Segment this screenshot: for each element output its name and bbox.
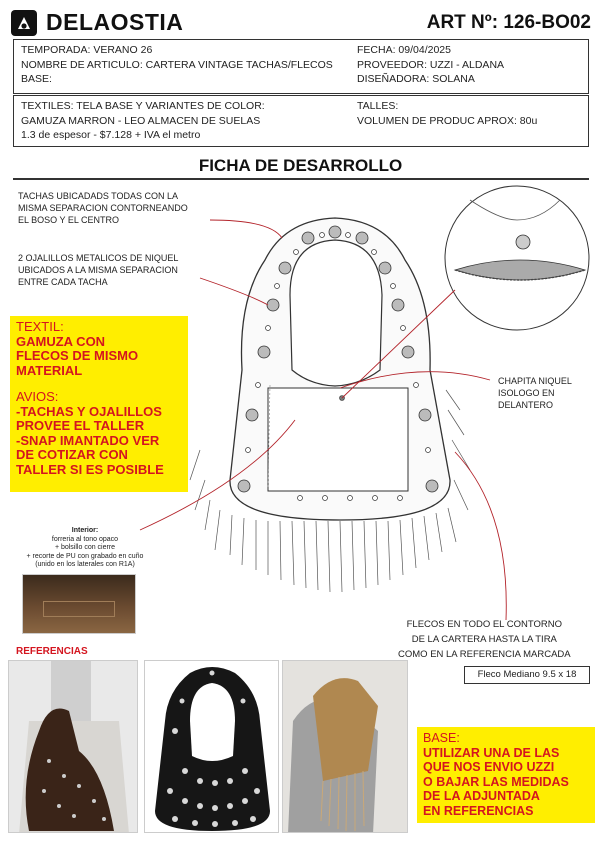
sheet-title: FICHA DE DESARROLLO <box>198 156 403 175</box>
reference-photo-bag <box>144 660 279 833</box>
flecos-note: FLECOS EN TODO EL CONTORNO DE LA CARTERA HASTA LA TIRA COMO EN LA REFERENCIA MARCADA <box>398 619 571 660</box>
espesor-text: 1.3 de espesor - $7.128 + IVA el metro <box>21 129 201 141</box>
studded-bag-illustration <box>145 661 279 833</box>
front-panel <box>268 388 408 491</box>
ojalillos-note: 2 OJALILLOS METALICOS DE NIQUEL UBICADOS A LA MISMA SEPARACION ENTRE CADA TACHA <box>18 253 179 287</box>
reference-photo-fringe <box>282 660 408 833</box>
talles-text: TALLES: <box>357 100 399 112</box>
article-info-right <box>357 43 504 87</box>
materials-left <box>21 99 265 143</box>
textil-title: TEXTIL: <box>16 319 64 334</box>
materials-info-box <box>13 95 589 147</box>
model-bag-illustration <box>9 661 138 833</box>
base-box: BASE: UTILIZAR UNA DE LAS QUE NOS ENVIO UZZI O BAJAR LAS MEDIDAS DE LA ADJUNTADA EN REFERENCIAS <box>417 727 595 823</box>
article-info-left <box>21 43 333 87</box>
chapita-note: CHAPITA NIQUEL ISOLOGO EN DELANTERO <box>498 376 572 410</box>
interior-photo <box>22 574 136 634</box>
article-number: ART Nº: 126-BO02 <box>426 12 591 33</box>
fecha-text: FECHA: 09/04/2025 <box>357 44 451 56</box>
base-title: BASE: <box>423 731 460 745</box>
brand-name: DELAOSTIA <box>46 9 184 35</box>
interior-note: Interior: forreria al tono opaco + bolsillo con cierre + recorte de PU con grabado en cuño (unido en los laterales con R1A) <box>26 527 144 568</box>
avios-title: AVIOS: <box>16 389 59 404</box>
proveedor-text: PROVEEDOR: UZZI - ALDANA <box>357 58 505 71</box>
handle-hole <box>290 240 382 386</box>
temporada-text: TEMPORADA: VERANO 26 <box>21 44 153 56</box>
materials-right <box>357 99 537 128</box>
base-text: BASE: <box>21 73 52 85</box>
gamuza-text: GAMUZA MARRON - LEO ALMACEN DE SUELAS <box>21 114 261 127</box>
fringe-bag-illustration <box>283 661 408 833</box>
detail-zoom-circle <box>445 186 589 330</box>
textil-avios-box: TEXTIL: GAMUZA CON FLECOS DE MISMO MATERIAL AVIOS: -TACHAS Y OJALILLOS PROVEE EL TALLER -SNAP IMANTADO VER DE COTIZAR CON TALLER SI ES POSIBLE <box>10 316 188 492</box>
references-label: REFERENCIAS <box>16 646 88 657</box>
disenadora-text: DISEÑADORA: SOLANA <box>357 73 475 85</box>
textiles-text: TEXTILES: TELA BASE Y VARIANTES DE COLOR: <box>21 100 265 112</box>
fleco-size-box: Fleco Mediano 9.5 x 18 <box>464 666 590 684</box>
brand-logo-icon <box>11 10 37 36</box>
volumen-text: VOLUMEN DE PRODUC APROX: 80u <box>357 114 538 127</box>
nombre-articulo-text: NOMBRE DE ARTICULO: CARTERA VINTAGE TACHAS/FLECOS <box>21 58 333 71</box>
article-info-box <box>13 39 589 94</box>
reference-photo-model <box>8 660 138 833</box>
tachas-note: TACHAS UBICADADS TODAS CON LA MISMA SEPARACION CONTORNEANDO EL BOSO Y EL CENTRO <box>18 191 188 225</box>
